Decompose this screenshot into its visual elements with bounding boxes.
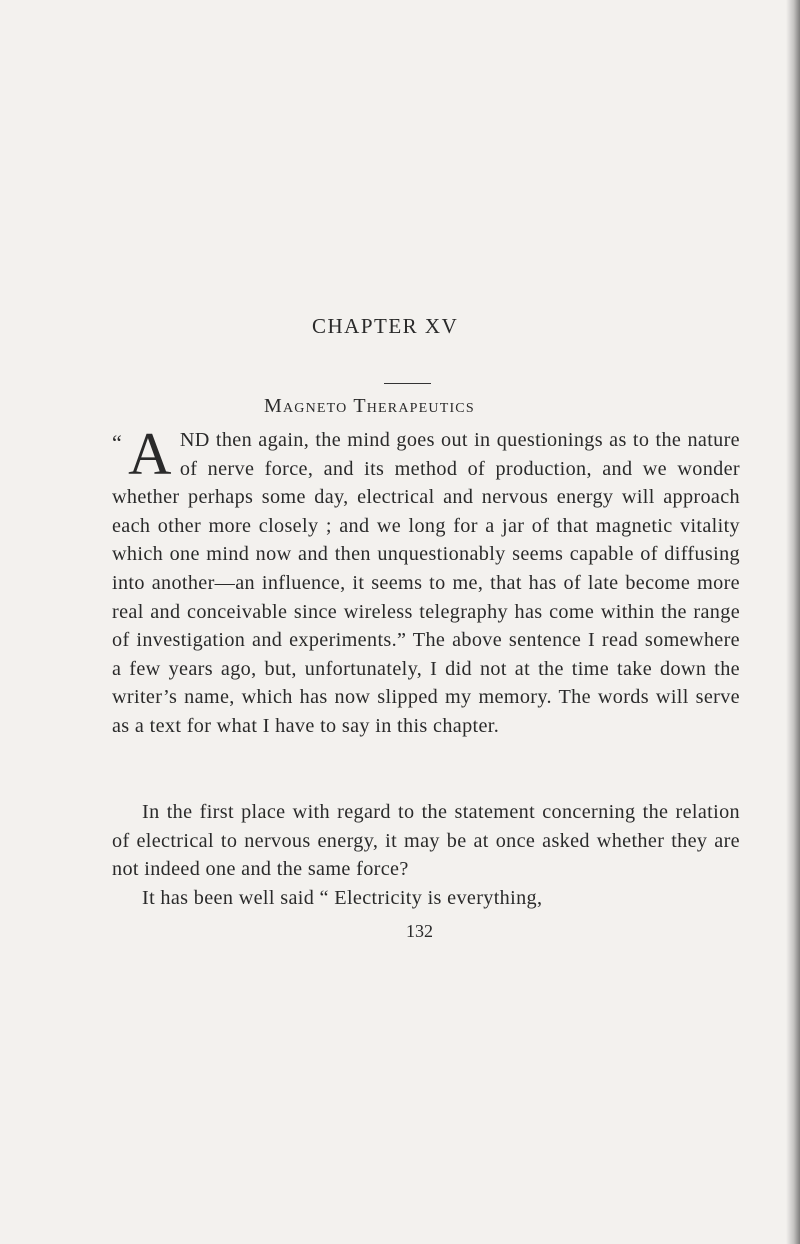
second-paragraph: In the first place with regard to the statement concerning the relation of electrical to nervous energy, it may be at once asked whether they are not indeed one and the same force? [112,801,740,881]
section-heading: Magneto Therapeutics [264,395,475,417]
drop-cap-letter: A [128,421,172,487]
heading-divider [384,383,431,384]
first-paragraph [112,421,740,741]
opening-quote-mark: “ [112,430,123,455]
third-paragraph: It has been well said “ Electricity is everything, [142,887,543,909]
page-number: 132 [406,921,433,941]
first-paragraph-text: ND then again, the mind goes out in questionings as to the nature of nerve force, and its method of production, and we wonder whether perhaps some day, electrical and nervous energy will approach each other more closely ; and we long for a jar of that magnetic vitality which one mind now and then unquestionably seems capable of diffusing into another—an influence, it seems to me, that has of late become more real and conceivable since wireless telegraphy has come within the range of investigation and experiments.” The above sentence I read somewhere a few years ago, but, unfortunately, I did not at the time take down the writer’s name, which has now slipped my memory. The words will serve as a text for what I have to say in this chapter. [112,429,740,737]
page-edge-shadow [786,0,800,1244]
chapter-heading: CHAPTER XV [312,314,459,338]
